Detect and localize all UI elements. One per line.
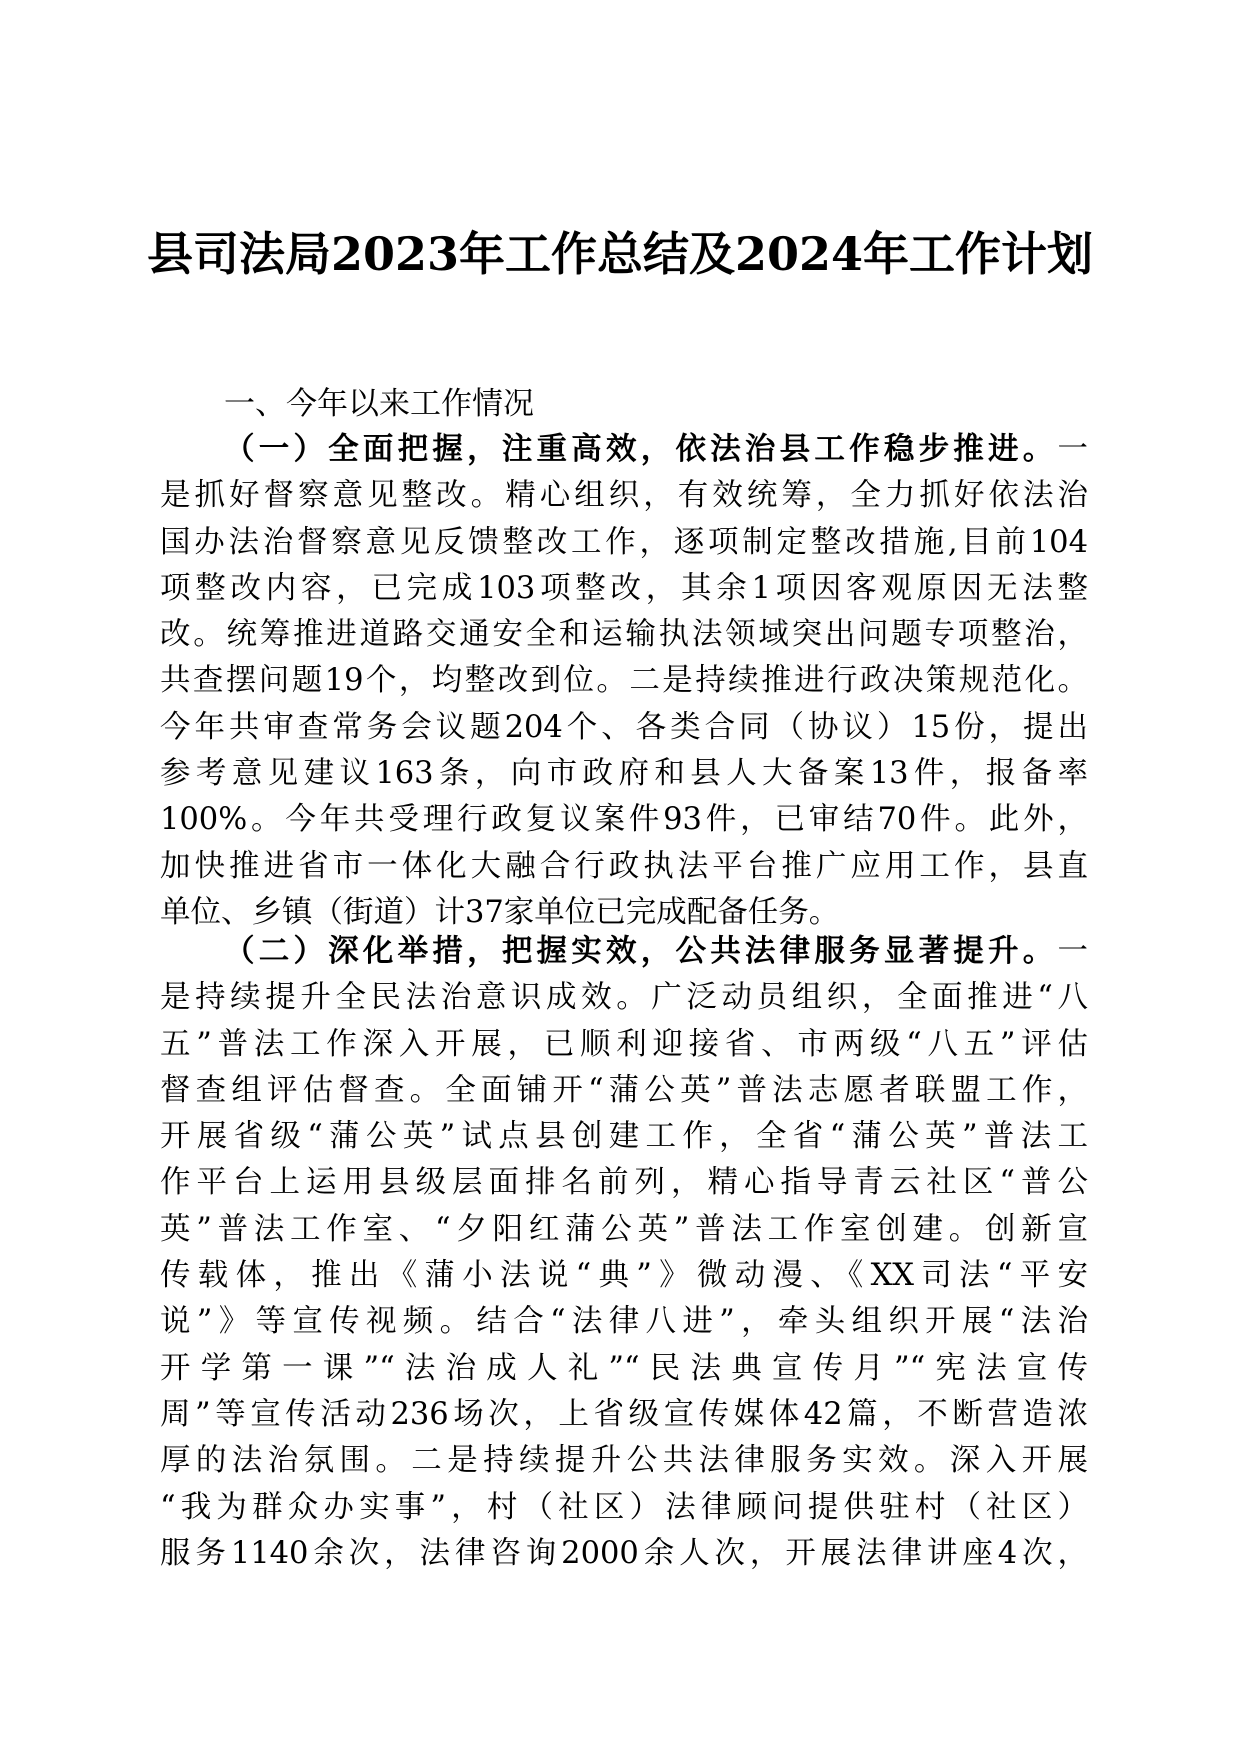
paragraph-1-line: 100%。今年共受理行政复议案件93件，已审结70件。此外， — [160, 802, 1088, 838]
paragraph-1-line: 加快推进省市一体化大融合行政执法平台推广应用工作，县直 — [160, 848, 1088, 884]
paragraph-1-line: 今年共审查常务会议题204个、各类合同（协议）15份，提出 — [160, 709, 1088, 745]
paragraph-2-line: 五”普法工作深入开展，已顺利迎接省、市两级“八五”评估 — [160, 1026, 1088, 1062]
paragraph-1-line-1 — [160, 426, 1088, 473]
paragraph-2-line-1-text: 一 — [1057, 934, 1088, 969]
paragraph-2-line: 督查组评估督查。全面铺开“蒲公英”普法志愿者联盟工作， — [160, 1072, 1088, 1108]
paragraph-1-lead: （一）全面把握，注重高效，依法治县工作稳步推进。 — [224, 431, 1058, 467]
paragraph-2-lead: （二）深化举措，把握实效，公共法律服务显著提升。 — [224, 933, 1058, 969]
paragraph-2-line: 开学第一课”“法治成人礼”“民法典宣传月”“宪法宣传 — [160, 1350, 1088, 1386]
paragraph-1-line: 参考意见建议163条，向市政府和县人大备案13件，报备率 — [160, 756, 1088, 792]
paragraph-1-line: 国办法治督察意见反馈整改工作，逐项制定整改措施,目前104 — [160, 524, 1088, 560]
paragraph-2-line-1 — [160, 928, 1088, 975]
paragraph-2-line: 说”》等宣传视频。结合“法律八进”，牵头组织开展“法治 — [160, 1304, 1088, 1340]
paragraph-2-line: 周”等宣传活动236场次，上省级宣传媒体42篇，不断营造浓 — [160, 1396, 1088, 1432]
paragraph-2-line: 英”普法工作室、“夕阳红蒲公英”普法工作室创建。创新宣 — [160, 1211, 1088, 1247]
paragraph-1-line: 共查摆问题19个，均整改到位。二是持续推进行政决策规范化。 — [160, 663, 1088, 699]
paragraph-1-line: 单位、乡镇（街道）计37家单位已完成配备任务。 — [160, 894, 840, 930]
paragraph-2-line: “我为群众办实事”，村（社区）法律顾问提供驻村（社区） — [160, 1489, 1088, 1525]
document-title: 县司法局2023年工作总结及2024年工作计划 — [146, 227, 1094, 281]
paragraph-2-line: 服务1140余次，法律咨询2000余人次，开展法律讲座4次， — [160, 1535, 1088, 1571]
paragraph-2-line: 开展省级“蒲公英”试点县创建工作，全省“蒲公英”普法工 — [160, 1119, 1088, 1155]
paragraph-1 — [160, 426, 1088, 936]
paragraph-2-line: 作平台上运用县级层面排名前列，精心指导青云社区“普公 — [160, 1165, 1088, 1201]
paragraph-2-line: 传载体，推出《蒲小法说“典”》微动漫、《XX司法“平安 — [160, 1258, 1088, 1294]
paragraph-2-line: 厚的法治氛围。二是持续提升公共法律服务实效。深入开展 — [160, 1443, 1088, 1479]
section-heading: 一、今年以来工作情况 — [224, 386, 534, 422]
paragraph-1-line: 是抓好督察意见整改。精心组织，有效统筹，全力抓好依法治 — [160, 478, 1088, 514]
paragraph-1-line-1-text: 一 — [1057, 432, 1088, 467]
paragraph-2 — [160, 928, 1088, 1577]
paragraph-1-line: 项整改内容，已完成103项整改，其余1项因客观原因无法整 — [160, 570, 1088, 606]
paragraph-1-line: 改。统筹推进道路交通安全和运输执法领域突出问题专项整治， — [160, 617, 1088, 653]
paragraph-2-line: 是持续提升全民法治意识成效。广泛动员组织，全面推进“八 — [160, 980, 1088, 1016]
